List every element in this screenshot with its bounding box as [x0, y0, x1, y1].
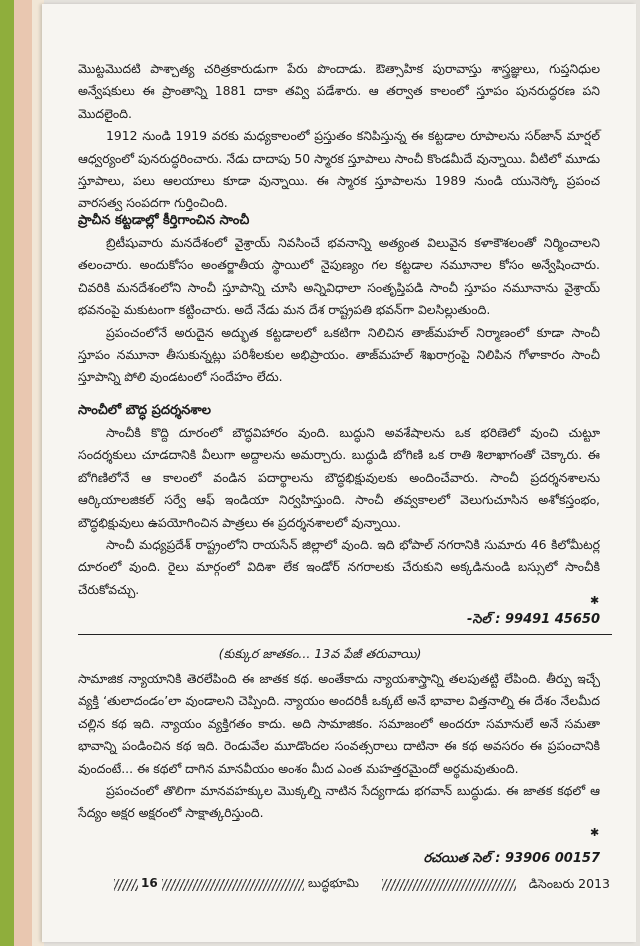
issue-date: డిసెంబరు 2013	[525, 876, 610, 895]
divider	[78, 634, 612, 635]
article-upper	[78, 58, 600, 215]
paragraph: మొట్టమొదటి పాశ్చాత్య చరిత్రకారుడుగా పేరు పొందాడు. ఔత్సాహిక పురావాస్తు శాస్త్రజ్ఞులు, గుప్తనిధుల అన్వేషకులు ఈ ప్రాంతాన్ని 1881 దాకా తవ్వి పడేశారు. ఆ తర్వాత కాలంలో స్తూపం పునరుద్ధరణ పని మొదలైంది.	[78, 61, 600, 121]
footer-hatch	[114, 879, 138, 891]
writer-cell-number: రచయిత సెల్ : 93906 00157	[423, 851, 600, 866]
continuation-note: (కుక్కుర జాతకం... 13వ పేజీ తరువాయి)	[218, 646, 422, 661]
book-edge-green	[0, 0, 14, 946]
end-mark-icon: ✱	[590, 826, 600, 839]
page-number: 16	[138, 876, 161, 890]
paragraph: సామాజిక న్యాయానికి తెరలేపింది ఈ జాతక కథ. అంతేకాదు న్యాయశాస్త్రాన్ని తలపుతట్టి లేపింది. తీర్పు ఇచ్చే వ్యక్తి ‘తులాదండం’లా వుండాలని చెప్పింది. న్యాయం అందరికీ ఒక్కటే అనే భావాల విత్తనాల్ని ఈ దేశం నేలమీద చల్లిన కథ ఇది. న్యాయం వ్యక్తిగతం కాదు. అది సామాజికం. సమాజంలో అందరూ సమానులే అనే సమతా భావాన్ని పండించిన కథ ఇది. రెండువేల మూడొందల సంవత్సరాలు దాటినా ఈ కథ అవసరం ఈ ప్రపంచానికి వుందంటే... ఈ కథలో దాగిన మానవీయం అంశం మీద ఎంత మహత్తరమైందో అర్థమవుతుంది.	[78, 671, 600, 776]
section-heading: సాంచీలో బౌద్ధ ప్రదర్శనశాల	[78, 403, 211, 418]
page-footer	[114, 876, 610, 895]
paragraph: ప్రపంచంలో తొలిగా మానవహక్కుల మొక్కల్ని నాటిన సేద్యగాడు భగవాన్ బుద్ధుడు. ఈ జాతక కథలో ఆ సేద్యం అక్షర అక్షరంలో సాక్షాత్కరిస్తుంది.	[78, 783, 600, 821]
footer-hatch	[162, 879, 304, 891]
end-mark-icon: ✱	[590, 594, 600, 607]
book-edge-pink	[14, 0, 32, 946]
section-heading: ప్రాచీన కట్టడాల్లో కీర్తిగాంచిన సాంచీ	[78, 213, 250, 228]
paragraph: సాంచీకి కొద్ది దూరంలో బౌద్ధవిహారం వుంది. బుద్ధుని అవశేషాలను ఒక భరిణెలో వుంచి చుట్టూ సందర్శకులు చూడదానికి వీలుగా అద్దాలను అమర్చారు. బుద్ధుడి బోగిణి ఒక రాతి శిలాఖాగంతో చెక్కారు. ఈ బోగిణిలోనే ఆ కాలంలో వండిన పదార్థాలను బౌద్ధభిక్షువులకు అందించేవారు. సాంచీ ప్రదర్శనశాలను ఆర్కియాలజికల్ సర్వే ఆఫ్ ఇండియా నిర్వహిస్తుంది. సాంచీ తవ్వకాలలో వెలుగుచూసిన అశోకస్తంభం, బౌద్ధభిక్షువులు ఉపయోగించిన పాత్రలు ఈ ప్రదర్శనశాలలో వున్నాయి.	[78, 425, 600, 530]
magazine-name: బుద్ధభూమి	[304, 876, 363, 893]
paragraph: బ్రిటీషువారు మనదేశంలో వైశ్రాయ్ నివసించే భవనాన్ని అత్యంత విలువైన కళాకౌశలంతో నిర్మించాలని తలంచారు. అందుకోసం అంతర్జాతీయ స్థాయిలో నైపుణ్యం గల కట్టడాల నమూనాల కోసం అన్వేషించారు. చివరికి మనదేశంలోని సాంచీ స్తూపాన్ని చూసి అన్నివిధాలా సంతృప్తిపడి సాంచీ స్తూపం నమూనాను వైశ్రాయ్ భవనంపై మకుటంగా కట్టించారు. అదే నేడు మన దేశ రాష్ట్రపతి భవన్‌గా విలసిల్లుతుంది.	[78, 235, 600, 318]
author-cell-number: -సెల్ : 99491 45650	[467, 612, 600, 627]
footer-hatch	[382, 879, 516, 891]
paragraph: సాంచీ మధ్యప్రదేశ్ రాష్ట్రంలోని రాయసేన్ జిల్లాలో వుంది. ఇది భోపాల్ నగరానికి సుమారు 46 కిలోమీటర్ల దూరంలో వుంది. రైలు మార్గంలో విదిశా లేక ఇండోర్ నగరాలకు చేరుకుని అక్కడినుండి బస్సులో సాంచీకి చేరుకోవచ్చు.	[78, 537, 600, 597]
article-middle	[78, 232, 600, 389]
paragraph: 1912 నుండి 1919 వరకు మధ్యకాలంలో ప్రస్తుతం కనిపిస్తున్న ఈ కట్టడాల రూపాలను సర్‌జాన్ మార్షల్ ఆధ్వర్యంలో పునరుద్ధరించారు. నేడు దాదాపు 50 స్మారక స్తూపాలు సాంచీ కొండమీదే వున్నాయి. వీటిలో మూడు స్తూపాలు, పలు ఆలయాలు కూడా వున్నాయి. ఈ స్మారక స్తూపాలను 1989 నుండి యునెస్కో ప్రపంచ వారసత్వ సంపదగా గుర్తించింది.	[78, 128, 600, 211]
article-lower	[78, 422, 600, 601]
paragraph: ప్రపంచంలోనే అరుదైన అద్భుత కట్టడాలలో ఒకటిగా నిలిచిన తాజ్‌మహల్ నిర్మాణంలో కూడా సాంచీ స్తూపం నమూనా తీసుకున్నట్లు పరిశీలకుల అభిప్రాయం. తాజ్‌మహల్ శిఖరాగ్రంపై నిలిపిన గోళాకారం సాంచీ స్తూపాన్ని పోలి వుండటంలో సందేహం లేదు.	[78, 324, 600, 385]
article-continued	[78, 668, 600, 825]
